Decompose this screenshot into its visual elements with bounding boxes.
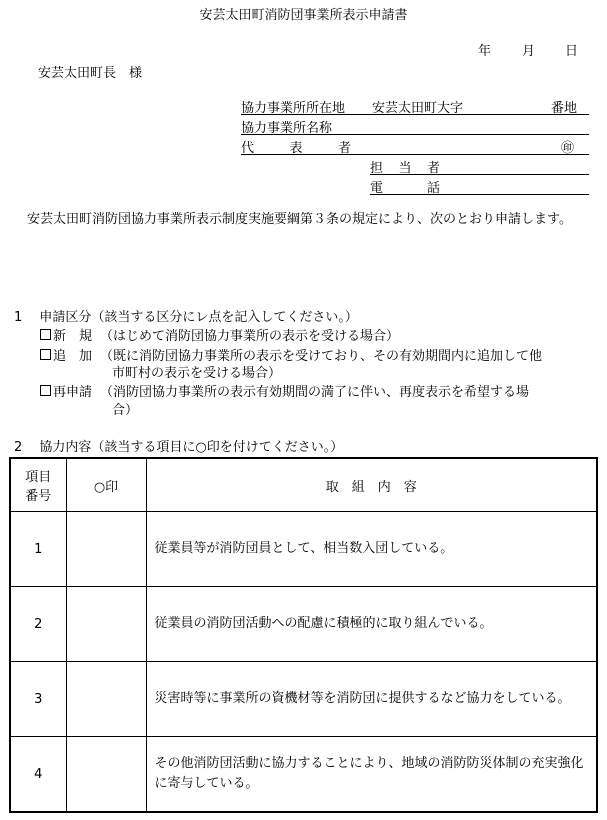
seal-mark: ㊞ [561, 141, 575, 156]
row-number: 2 [10, 587, 66, 662]
body-paragraph: 安芸太田町消防団協力事業所表示制度実施要綱第３条の規定により、次のとおり申請します。 [14, 212, 572, 227]
cooperation-table [9, 457, 598, 813]
phone-row [370, 175, 589, 195]
option-new-desc: （はじめて消防団協力事業所の表示を受ける場合） [100, 329, 400, 344]
table-row [10, 587, 597, 662]
header-mark: ○印 [66, 458, 146, 512]
location-suffix: 番地 [551, 101, 578, 116]
row-content: 従業員の消防団活動への配慮に積極的に取り組んでいる。 [146, 587, 597, 662]
checkbox-add[interactable] [40, 349, 51, 360]
mark-cell[interactable] [66, 737, 146, 813]
option-reapply[interactable]: 再申請 [40, 381, 92, 400]
row-number: 3 [10, 662, 66, 737]
option-add[interactable]: 追 加 [40, 345, 92, 364]
option-add-desc2: 市町村の表示を受ける場合） [112, 366, 282, 381]
checkbox-reapply[interactable] [40, 385, 51, 396]
table-row [10, 662, 597, 737]
section1-heading: 1 申請区分（該当する区分にレ点を記入してください。） [14, 310, 358, 325]
row-content: その他消防団活動に協力することにより、地域の消防防災体制の充実強化に寄与している。 [146, 737, 597, 813]
phone-label: 電 話 [370, 181, 440, 196]
header-item-number: 項目 番号 [10, 458, 66, 512]
row-number: 1 [10, 512, 66, 587]
row-content: 従業員等が消防団員として、相当数入団している。 [146, 512, 597, 587]
date-year: 年 [478, 44, 492, 59]
mark-cell[interactable] [66, 662, 146, 737]
table-row [10, 512, 597, 587]
contact-row [370, 155, 589, 175]
location-row [241, 95, 589, 115]
contact-label: 担 当 者 [370, 161, 440, 176]
option-reapply-desc: （消防団協力事業所の表示有効期間の満了に伴い、再度表示を希望する場 [100, 385, 530, 400]
company-name-label: 協力事業所名称 [241, 121, 333, 136]
location-label: 協力事業所所在地 [241, 101, 346, 116]
option-new[interactable]: 新 規 [40, 325, 92, 344]
option-reapply-desc2: 合） [112, 403, 139, 418]
table-header-row [10, 458, 597, 512]
representative-row [241, 135, 589, 155]
header-content: 取 組 内 容 [146, 458, 597, 512]
option-add-desc: （既に消防団協力事業所の表示を受けており、その有効期間内に追加して他 [100, 349, 543, 364]
table-row [10, 737, 597, 813]
section2-heading: 2 協力内容（該当する項目に○印を付けてください。） [14, 440, 344, 455]
representative-label: 代 表 者 [241, 141, 351, 156]
row-content: 災害時等に事業所の資機材等を消防団に提供するなど協力をしている。 [146, 662, 597, 737]
location-value: 安芸太田町大字 [372, 101, 464, 116]
date-day: 日 [565, 44, 579, 59]
mark-cell[interactable] [66, 587, 146, 662]
mark-cell[interactable] [66, 512, 146, 587]
document-title: 安芸太田町消防団事業所表示申請書 [199, 8, 408, 23]
date-month: 月 [522, 44, 536, 59]
company-name-row [241, 115, 589, 135]
checkbox-new[interactable] [40, 329, 51, 340]
addressee: 安芸太田町長 様 [38, 66, 143, 81]
row-number: 4 [10, 737, 66, 813]
